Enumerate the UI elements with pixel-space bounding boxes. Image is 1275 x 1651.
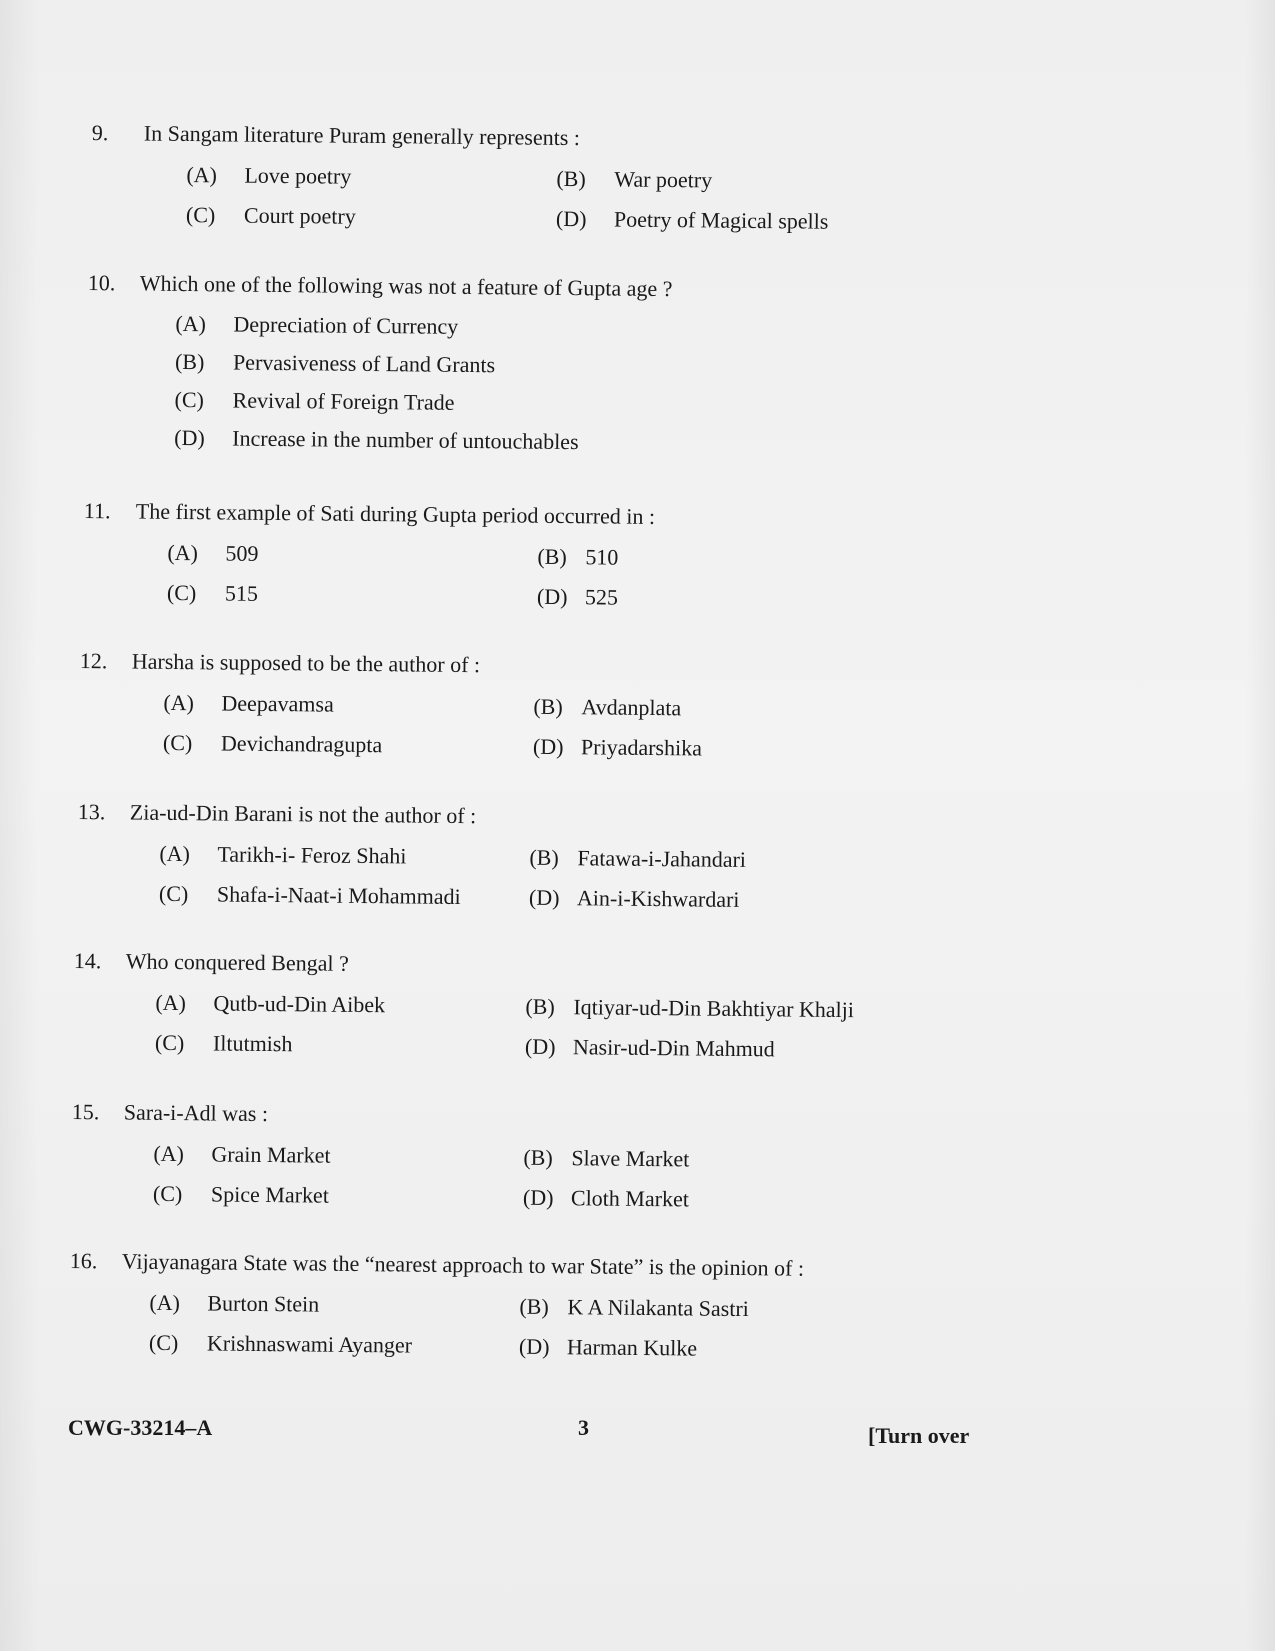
options — [159, 834, 1160, 924]
option-b[interactable]: (B) Iqtiyar-ud-Din Bakhtiyar Khalji — [525, 993, 855, 1023]
option-c[interactable]: (C) Court poetry — [185, 201, 356, 229]
option-b[interactable]: (B) Fatawa-i-Jahandari — [529, 844, 747, 872]
option-c[interactable]: (C) Spice Market — [152, 1180, 330, 1208]
option-d[interactable]: (D) Poetry of Magical spells — [555, 205, 829, 234]
question-number: 10. — [87, 269, 116, 296]
option-c[interactable]: (C) Revival of Foreign Trade — [174, 386, 455, 415]
question-number: 16. — [69, 1247, 98, 1274]
question-11 — [83, 496, 1184, 624]
option-b[interactable]: (B) Avdanplata — [533, 693, 682, 721]
option-d[interactable]: (D) Cloth Market — [522, 1184, 690, 1212]
option-d[interactable]: (D) Priyadarshika — [532, 733, 703, 761]
option-a[interactable]: (A) 509 — [167, 539, 259, 566]
question-13 — [77, 797, 1178, 925]
option-d[interactable]: (D) Harman Kulke — [518, 1333, 698, 1361]
option-c[interactable]: (C) Devichandragupta — [162, 729, 383, 758]
question-number: 14. — [73, 947, 102, 974]
option-d[interactable]: (D) Ain-i-Kishwardari — [528, 884, 740, 912]
question-number: 12. — [79, 647, 108, 674]
option-a[interactable]: (A) Tarikh-i- Feroz Shahi — [159, 840, 407, 869]
question-text: Harsha is supposed to be the author of : — [131, 648, 481, 678]
question-number: 15. — [71, 1098, 100, 1125]
question-text: Zia-ud-Din Barani is not the author of : — [129, 799, 477, 829]
options — [163, 683, 1164, 773]
option-c[interactable]: (C) Shafa-i-Naat-i Mohammadi — [158, 880, 461, 910]
options — [153, 1134, 1154, 1224]
option-a[interactable]: (A) Love poetry — [186, 161, 352, 189]
question-text: Sara-i-Adl was : — [123, 1099, 269, 1127]
option-b[interactable]: (B) K A Nilakanta Sastri — [519, 1293, 749, 1322]
page-footer — [68, 1415, 978, 1455]
question-10 — [86, 268, 1188, 468]
options — [155, 983, 1156, 1073]
page-number: 3 — [578, 1415, 589, 1440]
options — [149, 1283, 1150, 1373]
question-15 — [71, 1097, 1172, 1225]
option-a[interactable]: (A) Deepavamsa — [163, 689, 334, 717]
option-b[interactable]: (B) Slave Market — [523, 1144, 690, 1172]
question-text: In Sangam literature Puram generally represents : — [143, 120, 581, 151]
option-a[interactable]: (A) Qutb-ud-Din Aibek — [155, 989, 386, 1018]
option-d[interactable]: (D) Increase in the number of untouchables — [174, 424, 579, 455]
question-12 — [79, 646, 1180, 774]
question-text: Vijayanagara State was the “nearest approach to war State” is the opinion of : — [121, 1248, 805, 1281]
option-b[interactable]: (B) War poetry — [556, 165, 713, 193]
turn-over-note: [Turn over — [868, 1423, 970, 1448]
option-d[interactable]: (D) 525 — [536, 583, 619, 610]
question-text: Who conquered Bengal ? — [125, 948, 349, 976]
option-a[interactable]: (A) Grain Market — [153, 1140, 331, 1168]
question-number: 9. — [91, 119, 109, 146]
question-text: Which one of the following was not a feature of Gupta age ? — [139, 270, 673, 302]
question-text: The first example of Sati during Gupta period occurred in : — [135, 498, 656, 529]
paper-code: CWG-33214–A — [68, 1415, 213, 1440]
option-c[interactable]: (C) Iltutmish — [154, 1029, 293, 1057]
option-c[interactable]: (C) 515 — [166, 579, 259, 606]
option-b[interactable]: (B) Pervasiveness of Land Grants — [174, 348, 496, 378]
options — [174, 305, 1176, 467]
options — [186, 155, 1187, 245]
option-c[interactable]: (C) Krishnaswami Ayanger — [148, 1329, 413, 1358]
option-a[interactable]: (A) Burton Stein — [149, 1289, 320, 1317]
question-number: 11. — [83, 497, 111, 524]
page-shadow-left — [0, 0, 40, 1651]
question-14 — [73, 946, 1174, 1074]
question-number: 13. — [77, 798, 106, 825]
question-9 — [91, 118, 1192, 246]
page-shadow-right — [1245, 0, 1275, 1651]
option-b[interactable]: (B) 510 — [537, 543, 619, 570]
question-16 — [69, 1246, 1170, 1374]
options — [167, 533, 1168, 623]
option-d[interactable]: (D) Nasir-ud-Din Mahmud — [524, 1033, 775, 1062]
option-a[interactable]: (A) Depreciation of Currency — [175, 310, 459, 339]
